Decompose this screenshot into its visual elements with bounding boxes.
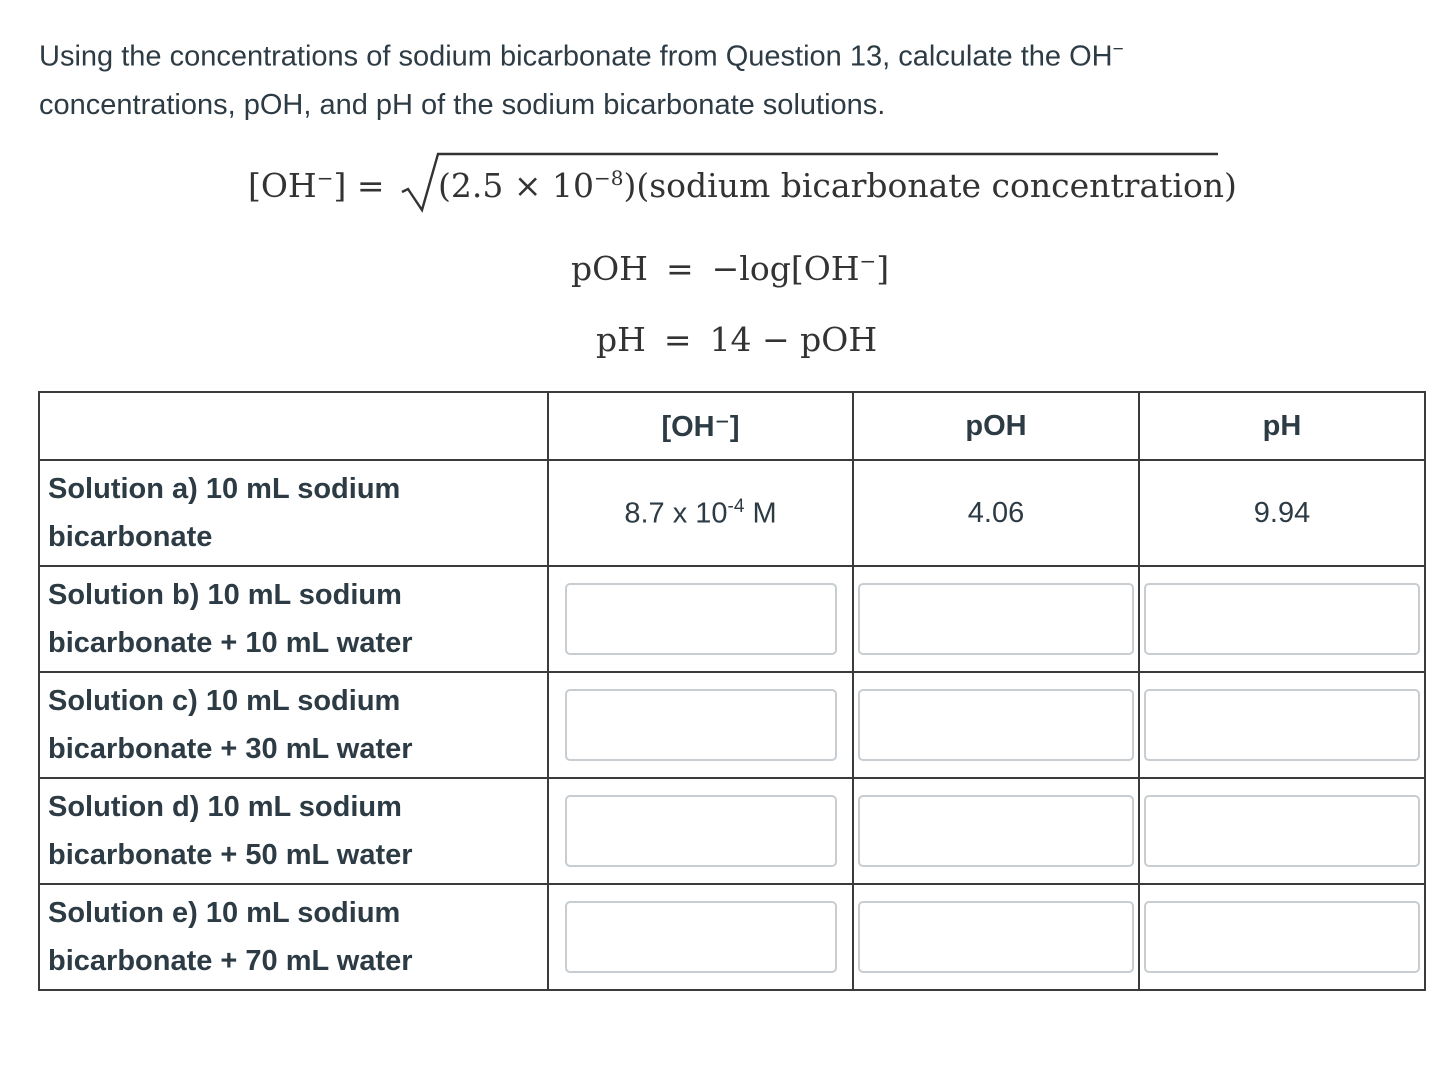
question-line-1: Using the concentrations of sodium bicarbonate from Question 13, calculate the OH (39, 40, 1113, 73)
poh-value-cell: 4.06 (853, 460, 1139, 566)
ph-equation-rhs: 14 − pOH (709, 320, 878, 359)
row-label-text: Solution a) 10 mL sodium bicarbonate (48, 473, 401, 553)
ph-value-cell: 9.94 (1139, 460, 1425, 566)
oh-input[interactable] (565, 583, 837, 655)
poh-input-cell (853, 672, 1139, 778)
row-label-text: Solution b) 10 mL sodium bicarbonate + 10 mL water (48, 579, 413, 659)
header-oh: [OH⁻] (548, 392, 853, 460)
question-superscript: − (1112, 39, 1124, 60)
poh-equation-rhs: −log[OH (711, 249, 860, 288)
table-row (39, 672, 1425, 778)
radicand-part-b: )(sodium bicarbonate concentration) (623, 166, 1237, 205)
row-label (39, 672, 548, 778)
oh-value-unit: M (744, 497, 777, 530)
oh-value-cell (548, 460, 853, 566)
poh-equation (571, 249, 889, 288)
table-row (39, 778, 1425, 884)
row-label (39, 778, 548, 884)
poh-equation-lhs: pOH (571, 249, 648, 288)
oh-value-mantissa: 8.7 x 10 (624, 497, 728, 530)
ph-input-cell (1139, 778, 1425, 884)
poh-input[interactable] (858, 901, 1134, 973)
row-label-text: Solution c) 10 mL sodium bicarbonate + 30 mL water (48, 685, 413, 765)
table-row (39, 460, 1425, 566)
oh-value-exponent: -4 (727, 495, 745, 517)
poh-input[interactable] (858, 583, 1134, 655)
header-blank (39, 392, 548, 460)
poh-input-cell (853, 778, 1139, 884)
ph-input-cell (1139, 566, 1425, 672)
oh-equation-lhs-close: ] = (333, 166, 385, 205)
ph-input-cell (1139, 672, 1425, 778)
oh-input-cell (548, 672, 853, 778)
oh-input[interactable] (565, 901, 837, 973)
oh-input-cell (548, 884, 853, 990)
row-label (39, 460, 548, 566)
table-row (39, 566, 1425, 672)
table-row (39, 884, 1425, 990)
results-table (38, 391, 1426, 991)
ph-input[interactable] (1144, 689, 1420, 761)
ph-input[interactable] (1144, 795, 1420, 867)
poh-input-cell (853, 566, 1139, 672)
oh-equation-lhs-sup: − (316, 166, 334, 190)
poh-equation-equals: = (665, 249, 694, 288)
poh-input[interactable] (858, 795, 1134, 867)
header-poh: pOH (853, 392, 1139, 460)
table-header-row (39, 392, 1425, 460)
ph-equation-equals: = (663, 320, 692, 359)
oh-equation-lhs (248, 166, 385, 205)
ph-input[interactable] (1144, 583, 1420, 655)
poh-input-cell (853, 884, 1139, 990)
ph-input-cell (1139, 884, 1425, 990)
radicand-part-a: (2.5 × 10 (438, 166, 594, 205)
question-text (39, 26, 1419, 129)
ph-equation (596, 320, 877, 359)
poh-input[interactable] (858, 689, 1134, 761)
oh-input-cell (548, 566, 853, 672)
oh-input[interactable] (565, 689, 837, 761)
poh-equation-close: ] (876, 249, 890, 288)
poh-equation-sup: − (859, 249, 877, 273)
oh-input[interactable] (565, 795, 837, 867)
radicand-exponent: −8 (593, 166, 624, 190)
row-label-text: Solution e) 10 mL sodium bicarbonate + 70 mL water (48, 897, 413, 977)
ph-input[interactable] (1144, 901, 1420, 973)
row-label (39, 566, 548, 672)
oh-input-cell (548, 778, 853, 884)
row-label-text: Solution d) 10 mL sodium bicarbonate + 50 mL water (48, 791, 413, 871)
question-line-2: concentrations, pOH, and pH of the sodium bicarbonate solutions. (39, 88, 886, 121)
ph-equation-lhs: pH (596, 320, 646, 359)
header-ph: pH (1139, 392, 1425, 460)
oh-equation-radicand (438, 166, 1237, 205)
oh-equation-lhs-text: [OH (248, 166, 317, 205)
row-label (39, 884, 548, 990)
